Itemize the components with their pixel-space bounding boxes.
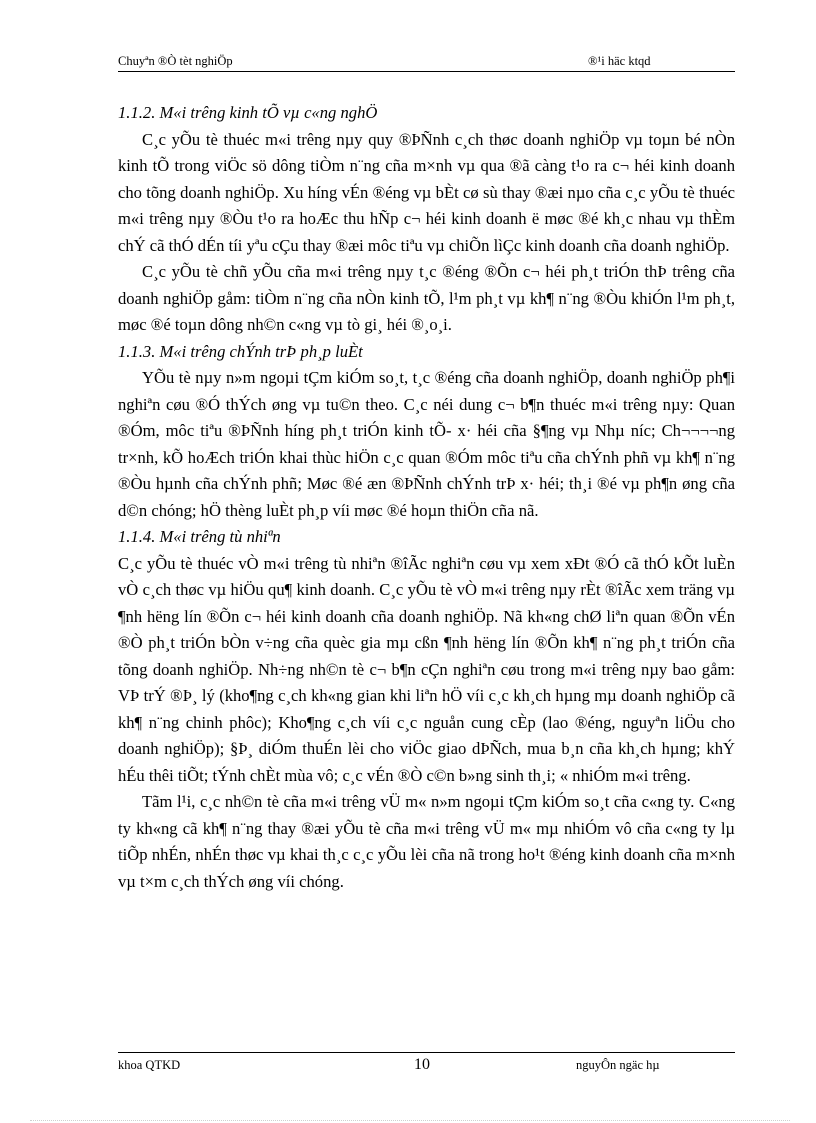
section-heading-1-1-3: 1.1.3. M«i trêng chÝnh trÞ ph¸p luÈt: [118, 341, 363, 361]
page-number: 10: [414, 1056, 430, 1073]
section-heading-1-1-4: 1.1.4. M«i trêng tù nhiªn: [118, 527, 281, 546]
document-body: [118, 100, 735, 895]
footer-left-text: khoa QTKD: [118, 1058, 181, 1072]
body-paragraph: C¸c yÕu tè thuéc vÒ m«i trêng tù nhiªn ®îÃc nghiªn cøu vµ xem xÐt ®Ó cã thÓ kÕt luÈn vÒ c¸ch thøc vµ hiÖu qu¶ kinh doanh. C¸c yÕu tè vÒ m«i trêng nµy rÈt ®îÃc xem träng vµ ¶nh hëng lín ®Õn c¬ héi kinh doanh cña doanh nghiÖp. Nã kh«ng chØ liªn quan ®Õn vÉn ®Ò ph¸t triÓn bÒn v÷ng cña quèc gia mµ cßn ¶nh hëng lín ®Õn kh¶ n¨ng ph¸t triÓn cña tõng doanh nghiÖp. Nh÷ng nh©n tè c¬ b¶n cÇn nghiªn cøu trong m«i trêng nµy bao gåm: VÞ trÝ ®Þ¸ lý (kho¶ng c¸ch kh«ng gian khi liªn hÖ víi c¸c kh¸ch hµng mµ doanh nghiÖp cã kh¶ n¨ng chinh phôc); Kho¶ng c¸ch víi c¸c nguån cung cÈp (lao ®éng, nguyªn liÖu cho doanh nghiÖp); §Þ¸ diÓm thuÉn lèi cho viÖc giao dÞÑch, mua b¸n cña kh¸ch hµng; khÝ hÉu thêi tiÕt; tÝnh chÈt mùa vô; c¸c vÉn ®Ò c©n b»ng sinh th¸i; « nhiÓm m«i trêng.: [118, 553, 735, 785]
header-rule: [118, 71, 735, 72]
body-paragraph: C¸c yÕu tè chñ yÕu cña m«i trêng nµy t¸c ®éng ®Õn c¬ héi ph¸t triÓn thÞ trêng cña doanh nghiÖp gåm: tiÒm n¨ng cña nÒn kinh tÕ, l¹m ph¸t vµ kh¶ n¨ng ®Òu khiÓn l¹m ph¸t, møc ®é toµn dông nh©n c«ng vµ tò gi¸ héi ®¸o¸i.: [118, 262, 735, 334]
body-paragraph: YÕu tè nµy n»m ngoµi tÇm kiÓm so¸t, t¸c ®éng cña doanh nghiÖp, doanh nghiÖp ph¶i nghiªn cøu ®Ó thÝch øng vµ tu©n theo. C¸c néi dung c¬ b¶n thuéc m«i trêng nµy: Quan ®Óm, môc tiªu ®ÞÑnh híng ph¸t triÓn kinh tÕ- x· héi cña §¶ng vµ Nhµ níc; Ch¬¬¬¬ng tr×nh, kÕ hoÆch triÓn khai thùc hiÖn c¸c quan ®Óm môc tiªu cña chÝnh phñ vµ kh¶ n¨ng ®Òu hµnh cña chÝnh phñ; Møc ®é æn ®ÞÑnh chÝnh trÞ x· héi; th¸i ®é vµ ph¶n øng cña d©n chóng; hÖ thèng luÈt ph¸p víi møc ®é hoµn thiÖn cña nã.: [118, 368, 735, 520]
section-heading-1-1-2: 1.1.2. M«i trêng kinh tÕ vµ c«ng nghÖ: [118, 103, 378, 122]
page-header: [118, 54, 735, 70]
header-right-text: ®¹i häc ktqd: [588, 54, 651, 68]
page-edge-divider: [30, 1120, 790, 1121]
footer-right-text: nguyÔn ngäc hµ: [576, 1058, 660, 1072]
header-left-text: Chuyªn ®Ò tèt nghiÖp: [118, 54, 233, 68]
page-footer: [118, 1056, 735, 1076]
body-paragraph: C¸c yÕu tè thuéc m«i trêng nµy quy ®ÞÑnh c¸ch thøc doanh nghiÖp vµ toµn bé nÒn kinh tÕ trong viÖc sö dông tiÒm n¨ng cña m×nh vµ qua ®ã càng t¹o ra c¬ héi kinh doanh cho tõng doanh nghiÖp. Xu híng vÉn ®éng vµ bÈt cø sù thay ®æi nµo cña c¸c yÕu tè thuéc m«i trêng nµy ®Òu t¹o ra hoÆc thu hÑp c¬ héi kinh doanh ë møc ®é kh¸c nhau vµ thÈm chÝ cã thÓ dÉn tíi yªu cÇu thay ®æi môc tiªu vµ chiÕn lìÇc kinh doanh cña doanh nghiÖp.: [118, 129, 735, 255]
footer-rule: [118, 1052, 735, 1053]
body-paragraph: Tãm l¹i, c¸c nh©n tè cña m«i trêng vÜ m« n»m ngoµi tÇm kiÓm so¸t cña c«ng ty. C«ng ty kh«ng cã kh¶ n¨ng thay ®æi yÕu tè cña m«i trêng vÜ m« mµ nhiÓm vô cña c«ng ty lµ tiÕp nhÉn, nhÉn thøc vµ khai th¸c c¸c yÕu lèi cña nã trong ho¹t ®éng kinh doanh cña m×nh vµ t×m c¸ch thÝch øng víi chóng.: [118, 792, 735, 891]
